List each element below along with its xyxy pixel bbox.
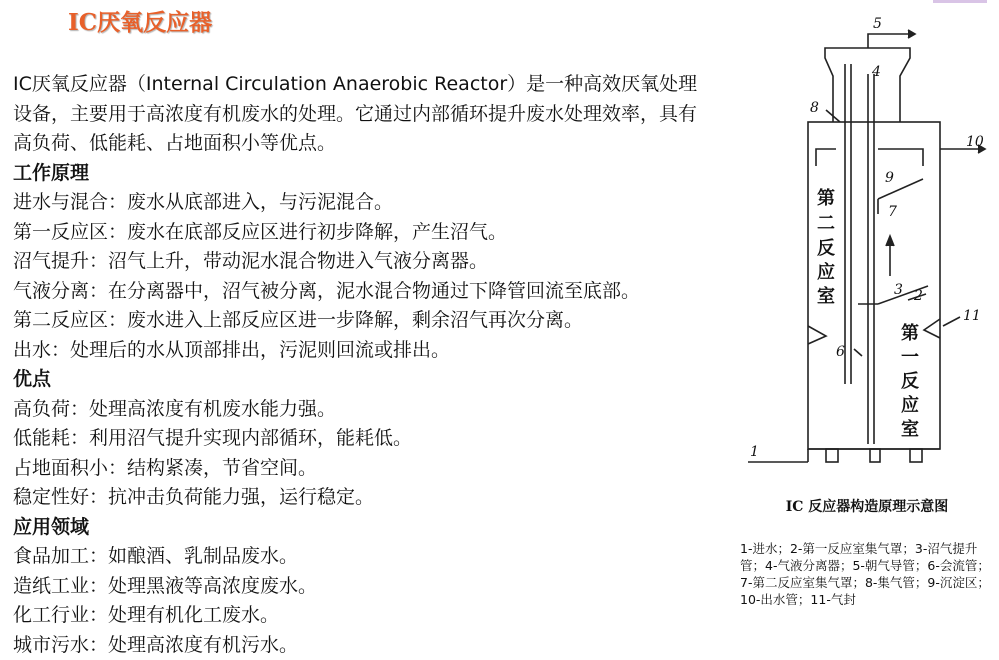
gas-seal: [924, 319, 940, 338]
zone2-label-char: 第: [817, 187, 835, 209]
settling-zone: [816, 149, 923, 166]
arrow-icon: [908, 30, 915, 38]
callout-number: 6: [836, 344, 845, 360]
zone2-label-char: 应: [817, 261, 835, 283]
lead-line: [943, 317, 960, 326]
diagram-legend: 1-进水；2-第一反应室集气罩；3-沼气提升管；4-气液分离器；5-朝气导管；6-会流管；7-第二反应室集气罩；8-集气管；9-沉淀区；10-出水管；11-气封: [740, 540, 990, 608]
corner-decoration: [933, 0, 987, 3]
list-item: 占地面积小：结构紧凑，节省空间。: [13, 454, 713, 484]
base-foot: [870, 449, 880, 462]
intro-paragraph: IC厌氧反应器（Internal Circulation Anaerobic Reactor）是一种高效厌氧处理设备，主要用于高浓度有机废水的处理。它通过内部循环提升废水处理效率，具有高负荷、低能耗、占地面积小等优点。: [13, 70, 713, 159]
list-item: 稳定性好：抗冲击负荷能力强，运行稳定。: [13, 483, 713, 513]
list-item: 食品加工：如酿酒、乳制品废水。: [13, 542, 713, 572]
page-title: IC厌氧反应器: [68, 4, 212, 37]
list-item: 第二反应区：废水进入上部反应区进一步降解，剩余沼气再次分离。: [13, 306, 713, 336]
callout-number: 2: [913, 288, 923, 304]
zone1-label-char: 第: [901, 322, 919, 344]
content-text: [13, 70, 713, 660]
zone1-label-char: 应: [901, 394, 919, 416]
callout-number: 8: [810, 100, 819, 116]
diagram-caption: IC 反应器构造原理示意图: [752, 496, 982, 516]
callout-number: 10: [966, 134, 984, 150]
callout-number: 3: [894, 282, 903, 298]
list-item: 进水与混合：废水从底部进入，与污泥混合。: [13, 188, 713, 218]
callout-number: 7: [888, 204, 897, 220]
ic-reactor-diagram: [728, 4, 996, 474]
section-heading-principle: 工作原理: [13, 159, 713, 189]
zone2-label-char: 室: [817, 285, 835, 307]
list-item: 沼气提升：沼气上升，带动泥水混合物进入气液分离器。: [13, 247, 713, 277]
base-foot: [826, 449, 838, 462]
section-heading-applications: 应用领域: [13, 513, 713, 543]
zone1-label-char: 室: [901, 418, 919, 440]
callout-number: 5: [873, 16, 882, 32]
list-item: 第一反应区：废水在底部反应区进行初步降解，产生沼气。: [13, 218, 713, 248]
zone2-label-char: 二: [817, 213, 835, 234]
zone1-label-char: 反: [901, 371, 919, 392]
deflector: [808, 326, 826, 344]
list-item: 城市污水：处理高浓度有机污水。: [13, 631, 713, 660]
callout-number: 1: [750, 444, 759, 460]
callout-number: 11: [963, 308, 981, 324]
list-item: 出水：处理后的水从顶部排出，污泥则回流或排出。: [13, 336, 713, 366]
gas-pipe: [868, 34, 913, 48]
arrow-icon: [886, 236, 894, 246]
base-foot: [910, 449, 922, 462]
list-item: 气液分离：在分离器中，沼气被分离，泥水混合物通过下降管回流至底部。: [13, 277, 713, 307]
callout-number: 9: [885, 170, 894, 186]
zone2-label-char: 反: [817, 238, 835, 259]
list-item: 高负荷：处理高浓度有机废水能力强。: [13, 395, 713, 425]
list-item: 造纸工业：处理黑液等高浓度废水。: [13, 572, 713, 602]
section-heading-advantages: 优点: [13, 365, 713, 395]
callout-number: 4: [871, 64, 881, 80]
zone1-label-char: 一: [901, 347, 919, 368]
list-item: 化工行业：处理有机化工废水。: [13, 601, 713, 631]
lead-line: [854, 349, 862, 356]
list-item: 低能耗：利用沼气提升实现内部循环，能耗低。: [13, 424, 713, 454]
